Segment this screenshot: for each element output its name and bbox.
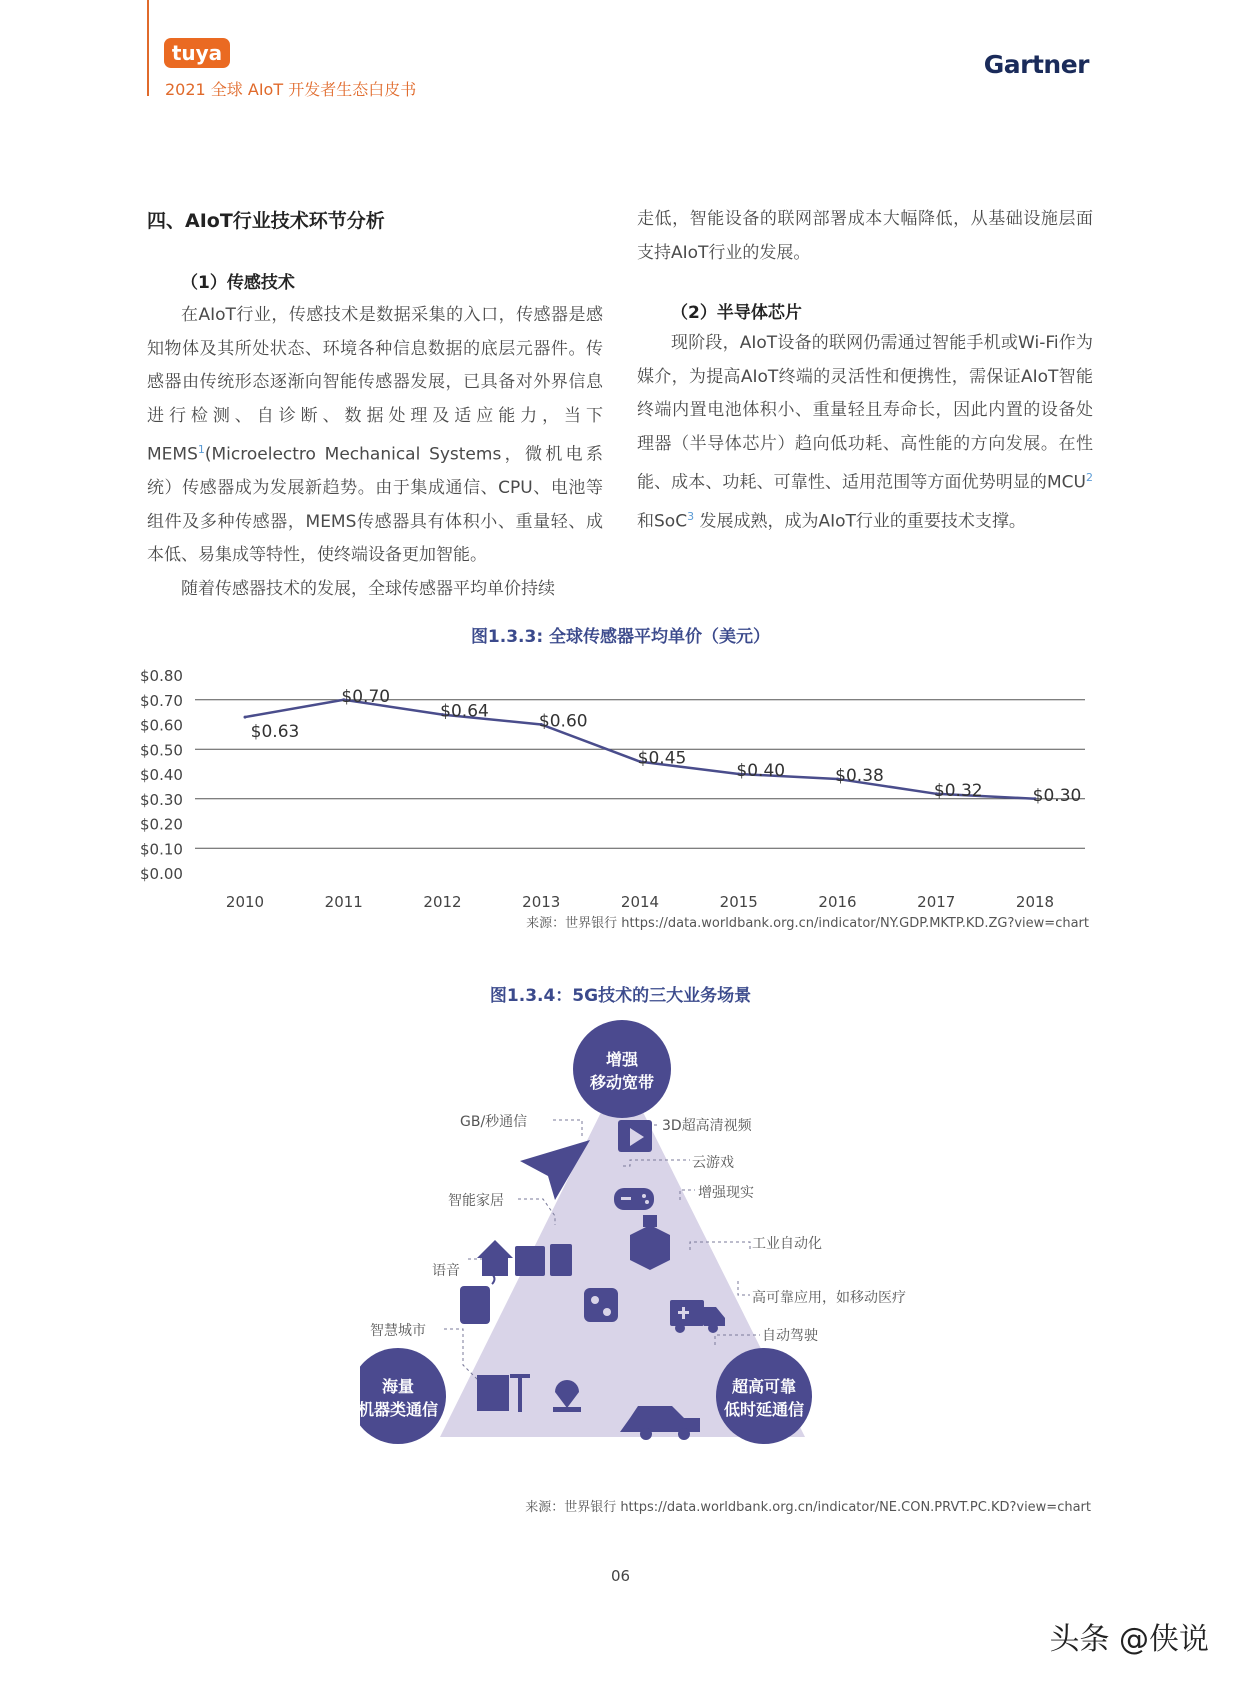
urllc-node-label: 超高可靠 低时延通信 [723, 1377, 804, 1419]
report-title: 2021 全球 AIoT 开发者生态白皮书 [165, 80, 417, 99]
left-column [147, 268, 603, 606]
label-voice: 语音 [432, 1263, 460, 1279]
continuation-paragraph: 走低，智能设备的联网部署成本大幅降低，从基础设施层面支持AIoT行业的发展。 [637, 209, 1093, 263]
tuya-logo: tuya [164, 38, 230, 68]
y-tick-label: $0.50 [140, 741, 183, 760]
gartner-logo: Gartner [983, 50, 1089, 79]
data-label: $0.60 [538, 711, 588, 732]
watermark: 头条 @侠说 [1049, 1622, 1209, 1657]
footnote-ref-2[interactable]: 2 [1086, 471, 1093, 484]
right-column [637, 203, 1093, 539]
figure2-source: 来源：世界银行 https://data.worldbank.org.cn/indicator/NE.CON.PRVT.PC.KD?view=chart [525, 1500, 1091, 1515]
data-label: $0.64 [440, 701, 489, 722]
sensor-paragraph-2: 随着传感器技术的发展，全球传感器平均单价持续 [181, 578, 555, 599]
x-tick-label: 2015 [719, 893, 758, 911]
gamepad-icon [614, 1188, 654, 1210]
data-point [244, 716, 247, 719]
label-3d-video: 3D超高清视频 [662, 1118, 752, 1134]
price-line-chart [140, 663, 1100, 915]
data-label: $0.63 [250, 722, 300, 743]
data-label: $0.45 [637, 748, 687, 769]
data-label: $0.70 [341, 686, 391, 707]
chip-paragraph: 现阶段，AIoT设备的联网仍需通过智能手机或Wi-Fi作为媒介，为提高AIoT终端的灵活性和便携性，需保证AIoT智能终端内置电池体积小、重量轻且寿命长，因此内置的设备处理器（半导体芯片）趋向低功耗、高性能的方向发展。在性能、成本、功耗、可靠性、适用范围等方面优势明显的MCU$^2$ 和SoC$^3$ 发展成熟，成为AIoT行业的重要技术支撑。 [637, 333, 1093, 532]
smart-home-icon [477, 1240, 572, 1276]
x-tick-label: 2011 [324, 893, 363, 911]
embb-node-label: 增强 移动宽带 [589, 1050, 654, 1092]
x-tick-label: 2013 [522, 893, 561, 911]
label-smart-home: 智能家居 [448, 1193, 504, 1209]
sensor-heading: （1）传感技术 [181, 273, 295, 293]
video-clapper-icon [618, 1120, 652, 1152]
data-label: $0.30 [1032, 785, 1082, 806]
x-tick-label: 2016 [818, 893, 857, 911]
mmtc-node-label: 海量 机器类通信 [357, 1377, 438, 1419]
y-tick-label: $0.80 [140, 667, 183, 685]
label-ar: 增强现实 [698, 1185, 754, 1201]
section-title: 四、AIoT行业技术环节分析 [147, 210, 385, 232]
footnote-ref-3[interactable]: 3 [687, 510, 695, 524]
y-tick-label: $0.10 [140, 840, 183, 859]
x-tick-label: 2010 [225, 893, 265, 911]
y-tick-label: $0.60 [140, 716, 183, 735]
label-reliable-apps: 高可靠应用，如移动医疗 [752, 1290, 906, 1306]
y-tick-label: $0.30 [140, 790, 183, 809]
x-tick-label: 2018 [1015, 893, 1055, 911]
data-label: $0.40 [736, 761, 786, 781]
header-rule [147, 0, 149, 96]
page-number: 06 [610, 1567, 631, 1585]
y-tick-label: $0.70 [140, 691, 183, 710]
figure1-source: 来源：世界银行 https://data.worldbank.org.cn/indicator/NY.GDP.MKTP.KD.ZG?view=chart [526, 916, 1089, 931]
label-smart-city: 智慧城市 [370, 1323, 426, 1339]
industrial-automation-icon [584, 1288, 618, 1322]
figure2-title: 图1.3.4：5G技术的三大业务场景 [489, 986, 752, 1006]
x-tick-label: 2012 [423, 893, 462, 911]
footnote-ref-1[interactable]: 1 [197, 443, 205, 456]
label-autonomous-driving: 自动驾驶 [762, 1328, 818, 1344]
label-cloud-gaming: 云游戏 [692, 1155, 734, 1171]
data-label: $0.32 [933, 780, 983, 801]
sensor-paragraph: 在AIoT行业，传感技术是数据采集的入口，传感器是感知物体及其所处状态、环境各种信息数据的底层元器件。传感器由传统形态逐渐向智能传感器发展，已具备对外界信息进行检测、自诊断、数据处理及适应能力，当下MEMS$^1$(Microelectro Mechanical Systems，微机电系统）传感器成为发展新趋势。由于集成通信、CPU、电池等组件及多种传感器，MEMS传感器具有体积小、重量轻、成本低、易集成等特性，使终端设备更加智能。 [147, 305, 603, 566]
label-industrial: 工业自动化 [752, 1236, 822, 1252]
y-tick-label: $0.40 [140, 766, 183, 784]
smart-speaker-icon [460, 1274, 495, 1324]
y-tick-label: $0.20 [140, 815, 183, 834]
figure1-title: 图1.3.3: 全球传感器平均单价（美元） [470, 627, 771, 647]
x-tick-label: 2017 [917, 893, 956, 911]
x-tick-label: 2014 [620, 893, 660, 911]
label-gbps: GB/秒通信 [460, 1114, 528, 1130]
chip-heading: （2）半导体芯片 [671, 303, 802, 323]
y-tick-label: $0.00 [140, 865, 183, 883]
data-label: $0.38 [835, 765, 884, 786]
